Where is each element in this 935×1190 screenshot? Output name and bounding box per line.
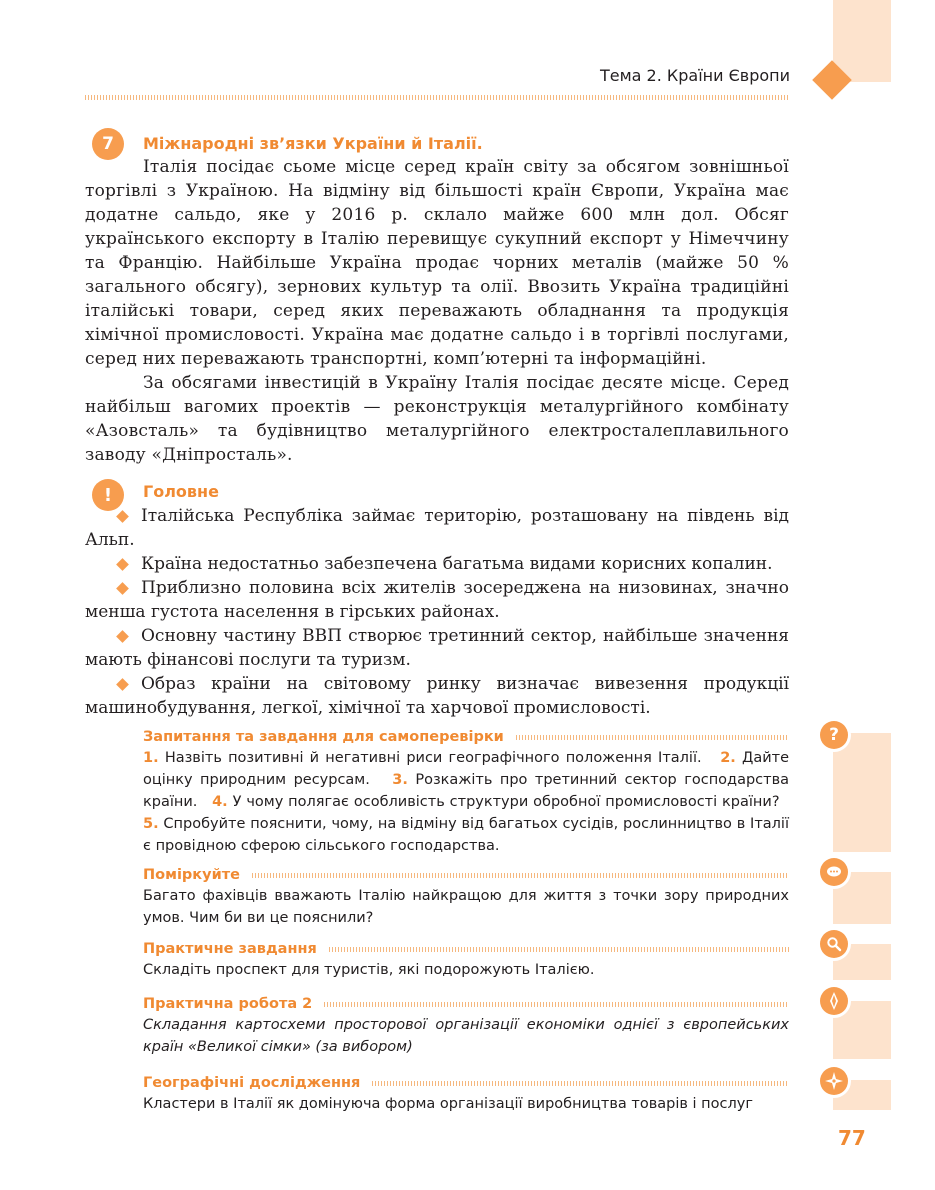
selfcheck-block xyxy=(143,727,789,857)
think-block xyxy=(143,865,789,929)
summary-item: Країна недостатньо забезпечена багатьма видами корисних копалин. xyxy=(85,552,789,576)
summary-list xyxy=(85,504,789,720)
speech-bubble-icon xyxy=(820,858,848,886)
diamond-bullet-icon xyxy=(116,678,129,691)
think-heading: Поміркуйте xyxy=(143,865,789,885)
think-text: Багато фахівців вважають Італію найкращою для життя з точки зору природних умов. Чим би ви це пояснили? xyxy=(143,888,789,926)
section-paragraph: Італія посідає сьоме місце серед країн світу за обсягом зовнішньої торгівлі з Україною. На відміну від більшості країн Європи, Україна має додатне сальдо, яке у 2016 р. склало майже 600 млн дол. Обсяг українського експорту в Італію перевищує сукупний експорт у Німеччину та Францію. Найбільше Україна продає чорних металів (майже 50 % загального обсягу), зернових культур та олії. Ввозить Україна традиційні італійські товари, серед яких переважають обладнання та продукція хімічної промисловості. Україна має додатне сальдо і в торгівлі послугами, серед них переважають транспортні, комп’ютерні та інформаційні. xyxy=(85,157,789,369)
header-title: Тема 2. Країни Європи xyxy=(599,66,790,85)
diamond-bullet-icon xyxy=(116,558,129,571)
practical-heading: Практична робота 2 xyxy=(143,994,789,1014)
practical-text: Складання картосхеми просторової організації економіки однієї з європейських країн «Великої сімки» (за вибором) xyxy=(143,1017,789,1055)
exclamation-icon: ! xyxy=(92,479,124,511)
selfcheck-heading: Запитання та завдання для самоперевірки xyxy=(143,727,789,747)
diamond-bullet-icon xyxy=(116,510,129,523)
practical-block xyxy=(143,994,789,1058)
side-tab-questions xyxy=(833,733,891,852)
selfcheck-questions: 1. Назвіть позитивні й негативні риси географічного положення Італії. 2. Дайте оцінку природним ресурсам. 3. Розкажіть про третинний сектор господарства країни. 4. У чому полягає особливість структури обробної промисловості країни? 5. Спробуйте пояснити, чому, на відміну від багатьох сусідів, рослинництво в Італії є провідною сферою сільського господарства. xyxy=(143,750,790,854)
research-text: Кластери в Італії як домінуюча форма організації виробництва товарів і послуг xyxy=(143,1096,753,1112)
compass-rose-icon xyxy=(820,1067,848,1095)
task-block xyxy=(143,939,789,981)
question-icon: ? xyxy=(820,721,848,749)
section-heading: Міжнародні зв’язки України й Італії. xyxy=(143,134,483,153)
summary-item: Приблизно половина всіх жителів зосереджена на низовинах, значно менша густота населення в гірських районах. xyxy=(85,578,789,622)
research-block xyxy=(143,1073,789,1115)
summary-item: Образ країни на світовому ринку визначає вивезення продукції машинобудування, легкої, хімічної та харчової промисловості. xyxy=(85,674,789,718)
research-heading: Географічні дослідження xyxy=(143,1073,789,1093)
header-dotted-rule xyxy=(85,95,789,100)
diamond-bullet-icon xyxy=(116,582,129,595)
section-number-badge: 7 xyxy=(92,128,124,160)
task-text: Складіть проспект для туристів, які подорожують Італією. xyxy=(143,962,595,978)
section-paragraph: За обсягами інвестицій в Україну Італія посідає десяте місце. Серед найбільш вагомих проектів — реконструкція металургійного комбінату «Азовсталь» та будівництво металургійного електросталеплавильного заводу «Дніпросталь». xyxy=(85,373,789,465)
diamond-bullet-icon xyxy=(116,630,129,643)
task-heading: Практичне завдання xyxy=(143,939,789,959)
magnifier-icon xyxy=(820,930,848,958)
summary-heading: Головне xyxy=(143,482,219,501)
compass-needle-icon xyxy=(820,987,848,1015)
page-number: 77 xyxy=(838,1126,866,1150)
summary-item: Італійська Республіка займає територію, розташовану на південь від Альп. xyxy=(85,506,789,550)
summary-item: Основну частину ВВП створює третинний сектор, найбільше значення мають фінансові послуги та туризм. xyxy=(85,626,789,670)
